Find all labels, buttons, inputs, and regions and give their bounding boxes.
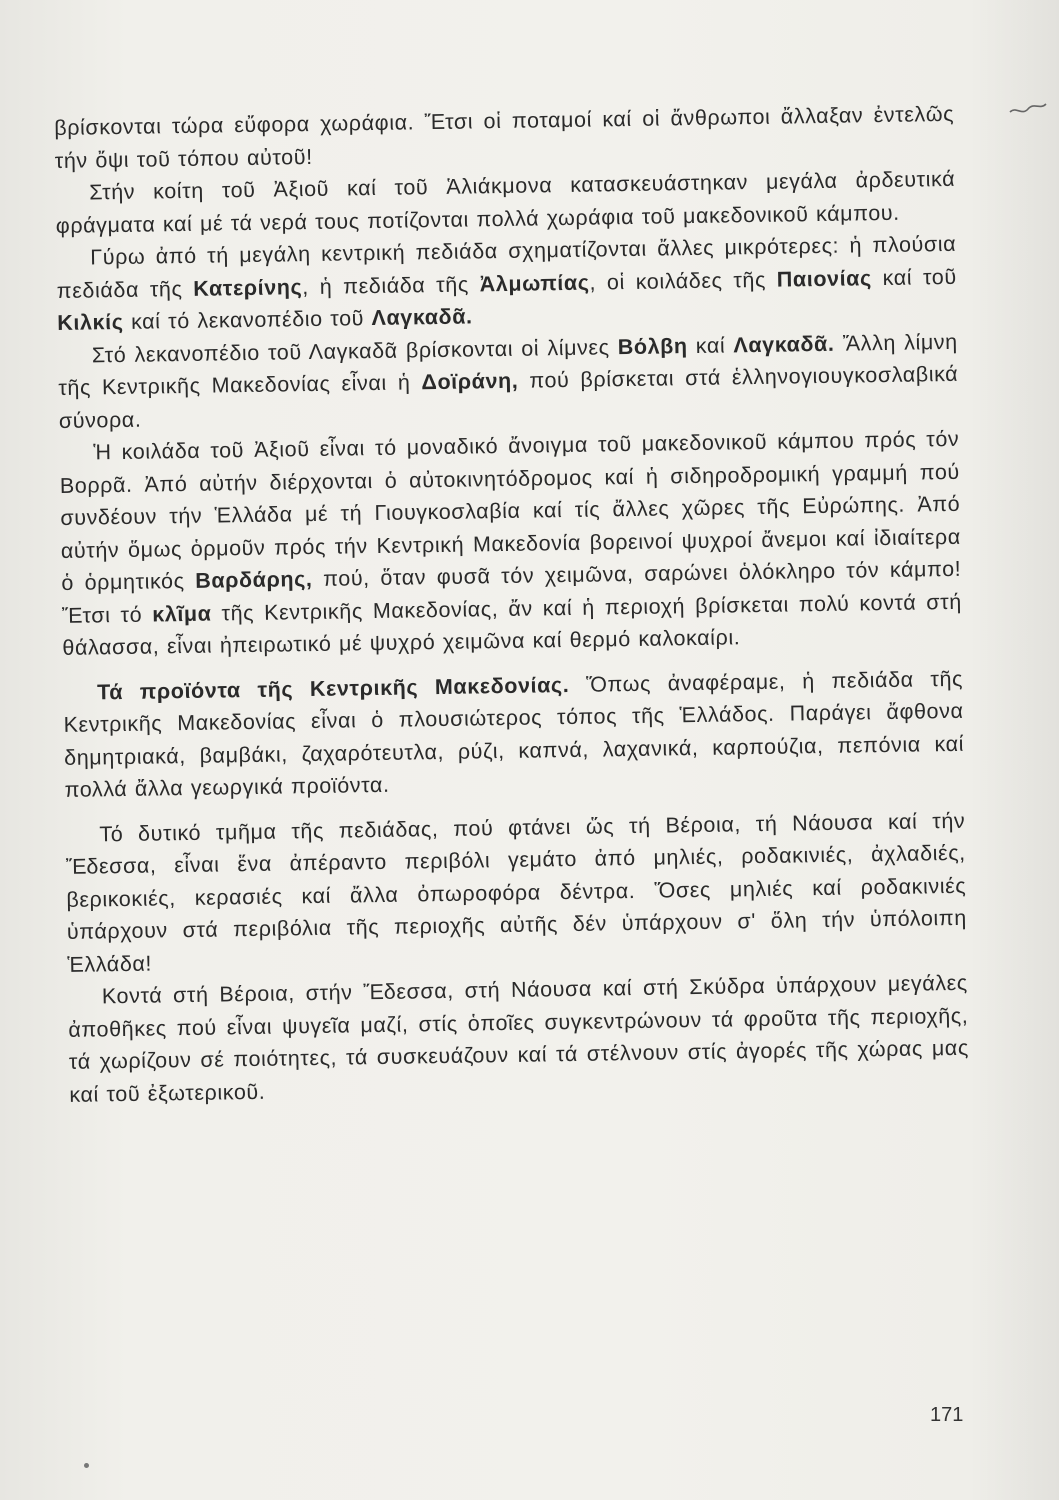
text-run: τῆς Κεντρικῆς Μακεδονίας, ἄν καί ἡ περιοχή βρίσκεται πολύ κοντά στή θάλασσα, εἶναι ἠπειρωτικό μέ ψυχρό χειμῶνα καί θερμό καλοκαίρι. (62, 589, 962, 660)
page-number: 171 (930, 1404, 964, 1426)
section-heading-products: Τά προϊόντα τῆς Κεντρικῆς Μακεδονίας. (96, 672, 570, 704)
term-klima: κλῖμα (152, 601, 212, 627)
paragraph-5 (59, 423, 962, 665)
text-run: Ὅπως ἀναφέραμε, ἡ πεδιάδα τῆς Κεντρικῆς Μακεδονίας εἶναι ὁ πλουσιώτερος τόπος τῆς Ἑλλάδος. Παράγει ἄφθονα δημητριακά, βαμβάκι, ζαχαρότευτλα, ρύζι, καπνά, λαχανικά, καρπούζια, πεπόνια καί πολλά ἄλλα γεωργικά προϊόντα. (63, 666, 965, 802)
paragraph-1: βρίσκονται τώρα εὔφορα χωράφια. Ἔτσι οἱ ποταμοί καί οἱ ἄνθρωποι ἄλλαξαν ἐντελῶς τήν ὄψι τοῦ τόπου αὐτοῦ! (54, 101, 955, 173)
text-run: Γύρω ἀπό τή μεγάλη κεντρική πεδιάδα σχηματίζονται ἄλλες μικρότερες: ἡ πλούσια πεδιάδα τῆς (56, 231, 957, 303)
text-run: καί τό λεκανοπέδιο τοῦ (123, 306, 372, 334)
text-run: , ἡ πεδιάδα τῆς (302, 271, 480, 299)
text-run: Στό λεκανοπέδιο τοῦ Λαγκαδᾶ βρίσκονται οἱ λίμνες (91, 334, 618, 367)
pencil-mark-icon (1008, 100, 1048, 120)
page-edge-shadow (969, 0, 1059, 1500)
paragraph-4 (58, 325, 959, 437)
paragraph-2: Στήν κοίτη τοῦ Ἀξιοῦ καί τοῦ Ἁλιάκμονα κατασκευάστηκαν μεγάλα ἀρδευτικά φράγματα καί μέ τά νερά τους ποτίζονται πολλά χωράφια τοῦ μακεδονικοῦ κάμπου. (55, 166, 956, 238)
place-name-lagkadas: Λαγκαδᾶ. (371, 304, 473, 331)
paragraph-6 (63, 662, 965, 806)
paragraph-8: Κοντά στή Βέροια, στήν Ἔδεσσα, στή Νάουσα καί στή Σκύδρα ὑπάρχουν μεγάλες ἀποθῆκες πού εἶναι ψυγεῖα μαζί, στίς ὁποῖες συγκεντρώνουν τά φροῦτα τῆς περιοχῆς, τά χωρίζουν σέ ποιότητες, τά συσκευάζουν καί τά στέλνουν στίς ἀγορές τῆς χώρας μας καί τοῦ ἐξωτερικοῦ. (68, 970, 969, 1107)
text-run: πού, ὅταν φυσᾶ τόν χειμῶνα, σαρώνει ὁλόκληρο τόν κάμπο! Ἔτσι τό (61, 556, 962, 628)
place-name-katerini: Κατερίνης (193, 274, 303, 301)
text-run: καί τοῦ (871, 264, 957, 290)
text-run: πού βρίσκεται στά ἑλληνογιουγκοσλαβικά σύνορα. (58, 361, 959, 433)
body-text (54, 98, 970, 1111)
place-name-almopia: Ἀλμωπίας (479, 270, 590, 296)
paper-spot (84, 1463, 89, 1468)
text-run: , οἱ κοιλάδες τῆς (589, 267, 777, 295)
lake-name-volvi: Βόλβη (617, 333, 688, 359)
text-run: καί (687, 332, 734, 358)
text-run: Ἄλλη λίμνη τῆς Κεντρικῆς Μακεδονίας εἶναι ἡ (58, 329, 958, 400)
place-name-paionia: Παιονίας (776, 265, 872, 292)
paragraph-7: Τό δυτικό τμῆμα τῆς πεδιάδας, πού φτάνει ὥς τή Βέροια, τή Νάουσα καί τήν Ἔδεσσα, εἶναι ἕνα ἀπέραντο περιβόλι γεμάτο ἀπό μηλιές, ροδακινιές, ἀχλαδιές, βερικοκιές, κερασιές καί ἄλλα ὀπωροφόρα δέντρα. Ὅσες μηλιές καί ροδακινιές ὑπάρχουν στά περιβόλια τῆς περιοχῆς αὐτῆς δέν ὑπάρχουν σ' ὅλη τήν ὑπόλοιπη Ἑλλάδα! (65, 808, 967, 977)
lake-name-doirani: Δοϊράνη, (421, 368, 519, 395)
text-run: Ἡ κοιλάδα τοῦ Ἀξιοῦ εἶναι τό μοναδικό ἄνοιγμα τοῦ μακεδονικοῦ κάμπου πρός τόν Βορρᾶ. Ἀπό αὐτήν διέρχονται ὁ αὐτοκινητόδρομος καί ἡ σιδηροδρομική γραμμή πού συνδέουν τήν Ἑλλάδα μέ τή Γιουγκοσλαβία καί τίς ἄλλες χῶρες τῆς Εὐρώπης. Ἀπό αὐτήν ὅμως ὁρμοῦν πρός τήν Κεντρική Μακεδονία βορεινοί ψυχροί ἄνεμοι καί ἰδιαίτερα ὁ ὁρμητικός (59, 426, 961, 595)
lake-name-lagkadas: Λαγκαδᾶ. (733, 331, 835, 357)
wind-name-vardaris: Βαρδάρης, (195, 566, 313, 593)
paragraph-3 (56, 228, 957, 340)
place-name-kilkis: Κιλκίς (57, 309, 124, 335)
